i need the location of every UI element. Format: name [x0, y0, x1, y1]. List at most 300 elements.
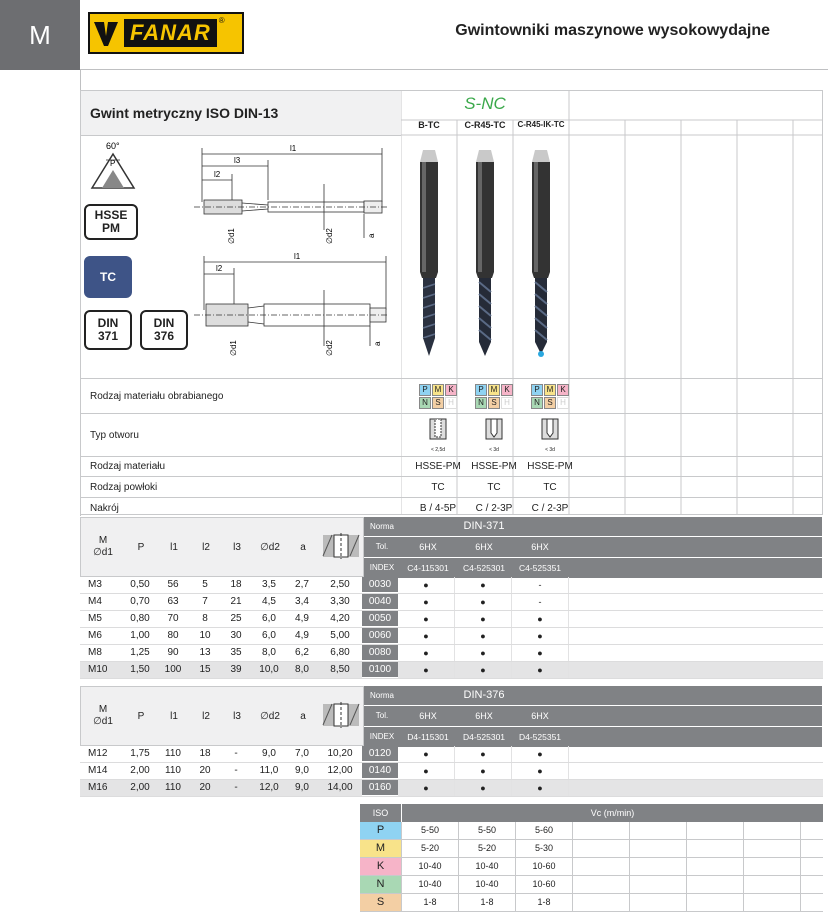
- property-row-hole: [81, 413, 823, 456]
- property-row-chamfer: [81, 497, 823, 518]
- iso-chip-group-3: [522, 384, 578, 409]
- speed-empty-cell: [687, 840, 744, 857]
- speed-empty-cell: [744, 876, 801, 893]
- cell-a: 3,4: [295, 596, 309, 607]
- cell-l2: 18: [199, 748, 211, 759]
- property-value: C / 2-3P: [475, 502, 513, 514]
- d1-label: ∅d1: [227, 228, 236, 244]
- index-row: [400, 727, 822, 747]
- norma-label: Norma: [364, 517, 400, 537]
- cell-l2: 7: [202, 596, 208, 607]
- speed-empty-cell: [630, 876, 687, 893]
- cell-availability: ●: [398, 746, 455, 762]
- cell-l3: 39: [230, 664, 242, 675]
- speed-empty-cell: [744, 894, 801, 911]
- tol-row: [400, 537, 822, 558]
- cell-code: 0050: [362, 611, 398, 627]
- cell-availability: ●: [512, 628, 569, 644]
- speed-value: 10-40: [459, 876, 516, 893]
- speed-empty-cell: [573, 876, 630, 893]
- speed-value: 5-60: [516, 822, 573, 839]
- col-l2-header: l2: [202, 710, 210, 722]
- iso-chip-grid: [419, 384, 457, 409]
- tol-value: 6HX: [531, 711, 549, 721]
- cell-l3: 25: [230, 613, 242, 624]
- speed-value: 1-8: [516, 894, 573, 911]
- table-row: [80, 662, 823, 679]
- index-value: D4-525301: [462, 732, 506, 742]
- property-label: Nakrój: [90, 502, 119, 514]
- cell-l1: 110: [165, 765, 181, 776]
- cell-a: 4,9: [295, 613, 309, 624]
- cell-m: M3: [88, 579, 102, 590]
- speed-empty-cell: [687, 894, 744, 911]
- tol-value: 6HX: [475, 711, 493, 721]
- cell-drill: 2,50: [330, 579, 350, 590]
- cell-m: M14: [88, 765, 108, 776]
- cell-availability: ●: [398, 628, 455, 644]
- din371-header: [80, 517, 823, 577]
- cell-m: M5: [88, 613, 102, 624]
- cell-l1: 63: [167, 596, 179, 607]
- cell-l2: 13: [199, 647, 211, 658]
- speed-iso-cell: N: [360, 876, 402, 893]
- cell-availability: ●: [512, 746, 569, 762]
- table-row: [80, 746, 823, 763]
- speed-value: 10-40: [459, 858, 516, 875]
- cell-d2: 3,5: [262, 579, 276, 590]
- col-m-header: [81, 535, 125, 559]
- section-letter: M: [29, 19, 51, 50]
- cell-availability: -: [512, 594, 569, 610]
- tol-value: 6HX: [419, 711, 437, 721]
- speed-empty-cell: [630, 858, 687, 875]
- speed-empty-cell: [630, 822, 687, 839]
- sidebar-strip: [0, 70, 81, 516]
- cell-m: M6: [88, 630, 102, 641]
- speed-value: 10-40: [402, 876, 459, 893]
- cell-a: 7,0: [295, 748, 309, 759]
- brand-name: FANAR: [124, 19, 217, 47]
- cell-l3: -: [234, 765, 238, 776]
- iso-chip-s: S: [432, 397, 444, 409]
- cell-availability: ●: [398, 594, 455, 610]
- speed-value: 1-8: [459, 894, 516, 911]
- iso-chip-h: H: [557, 397, 569, 409]
- col-d2-header: ∅d2: [260, 710, 280, 722]
- cell-a: 6,2: [295, 647, 309, 658]
- speed-empty-cell: [687, 858, 744, 875]
- tc-badge: [84, 256, 132, 298]
- cell-drill: 8,50: [330, 664, 350, 675]
- cell-a: 2,7: [295, 579, 309, 590]
- speed-value: 1-8: [402, 894, 459, 911]
- din371-codes-header: [364, 517, 400, 577]
- cell-m: M16: [88, 782, 108, 793]
- cell-l2: 20: [199, 765, 211, 776]
- table-row: [80, 645, 823, 662]
- cell-l2: 15: [199, 664, 211, 675]
- hole-depth: < 3d: [489, 446, 499, 453]
- cell-l1: 80: [167, 630, 179, 641]
- iso-chip-h: H: [445, 397, 457, 409]
- cell-p: 1,50: [130, 664, 150, 675]
- iso-chip-k: K: [445, 384, 457, 396]
- cell-drill: 6,80: [330, 647, 350, 658]
- hole-type-3: [522, 418, 578, 453]
- cell-availability: ●: [512, 763, 569, 779]
- vc-header: Vc (m/min): [590, 808, 635, 818]
- cell-l3: -: [234, 748, 238, 759]
- drill-hole-icon: [319, 701, 363, 732]
- cell-d2: 12,0: [259, 782, 279, 793]
- col-p-header: P: [137, 541, 145, 553]
- cell-availability: ●: [455, 594, 512, 610]
- cell-d2: 10,0: [259, 664, 279, 675]
- cell-availability: ●: [455, 611, 512, 627]
- speed-rows: [360, 822, 823, 912]
- cell-p: 0,70: [130, 596, 150, 607]
- iso-chip-h: H: [501, 397, 513, 409]
- l2-label: l2: [214, 170, 221, 179]
- speed-value: 5-50: [459, 822, 516, 839]
- cell-l1: 110: [165, 782, 181, 793]
- brand-registered-mark: ®: [218, 16, 225, 25]
- blind-hole-icon: [541, 418, 559, 442]
- iso-chip-n: N: [419, 397, 431, 409]
- cell-code: 0060: [362, 628, 398, 644]
- tol-value: 6HX: [419, 542, 437, 552]
- speed-iso-cell: M: [360, 840, 402, 857]
- din-number: 376: [153, 329, 175, 343]
- speed-empty-cell: [573, 822, 630, 839]
- iso-chip-n: N: [531, 397, 543, 409]
- cell-availability: ●: [512, 645, 569, 661]
- cell-p: 1,75: [130, 748, 150, 759]
- cell-code: 0040: [362, 594, 398, 610]
- d2-label-b: ∅d2: [325, 340, 334, 356]
- iso-chip-k: K: [557, 384, 569, 396]
- cell-drill: 12,00: [327, 765, 353, 776]
- l3-label: l3: [234, 156, 241, 165]
- brand-logo: [88, 12, 244, 54]
- tol-value: 6HX: [531, 542, 549, 552]
- m-text: M: [98, 704, 108, 715]
- a-label: a: [367, 233, 376, 238]
- property-label: Typ otworu: [90, 429, 139, 441]
- cell-availability: -: [512, 577, 569, 593]
- property-value: C / 2-3P: [531, 502, 569, 514]
- cell-availability: ●: [455, 628, 512, 644]
- cell-code: 0080: [362, 645, 398, 661]
- cell-availability: ●: [455, 780, 512, 796]
- speed-empty-cell: [744, 858, 801, 875]
- cell-availability: ●: [455, 763, 512, 779]
- hole-type-2: [466, 418, 522, 453]
- cell-p: 1,25: [130, 647, 150, 658]
- norma-row: [400, 686, 822, 706]
- din376-codes-header: [364, 686, 400, 746]
- cell-l2: 20: [199, 782, 211, 793]
- cell-p: 2,00: [130, 782, 150, 793]
- iso-chip-p: P: [475, 384, 487, 396]
- variant-label-2: C-R45-TC: [464, 120, 506, 130]
- cell-availability: ●: [455, 662, 512, 678]
- cell-availability: ●: [398, 611, 455, 627]
- page-title: Gwintowniki maszynowe wysokowydajne: [455, 22, 770, 39]
- speed-value: 10-40: [402, 858, 459, 875]
- cell-availability: ●: [512, 662, 569, 678]
- dims-header: [80, 517, 364, 577]
- angle-label: 60°: [106, 141, 120, 151]
- property-label: Rodzaj powłoki: [90, 481, 158, 493]
- tap-drawing-din371: [190, 140, 390, 250]
- l1-label: l1: [290, 144, 297, 153]
- pitch-label: P: [110, 159, 116, 168]
- hole-type-1: [410, 418, 466, 453]
- cell-code: 0100: [362, 662, 398, 678]
- pm-text: PM: [102, 221, 120, 235]
- speed-empty-cell: [630, 840, 687, 857]
- iso-chip-p: P: [419, 384, 431, 396]
- speed-empty-cell: [687, 876, 744, 893]
- cell-l1: 70: [167, 613, 179, 624]
- din-text: DIN: [97, 316, 119, 330]
- d1-label-b: ∅d1: [229, 340, 238, 356]
- l2-label-b: l2: [216, 264, 223, 273]
- col-d2-header: ∅d2: [260, 541, 280, 553]
- cell-a: 9,0: [295, 765, 309, 776]
- table-row: [80, 577, 823, 594]
- cell-code: 0140: [362, 763, 398, 779]
- din376-variants-header: [400, 686, 822, 746]
- property-label: Rodzaj materiału obrabianego: [90, 390, 224, 402]
- iso-chip-grid: [531, 384, 569, 409]
- cell-availability: ●: [455, 645, 512, 661]
- tol-value: 6HX: [475, 542, 493, 552]
- cell-l3: -: [234, 782, 238, 793]
- din376-rows: [80, 746, 823, 797]
- hole-depth: < 3d: [545, 446, 555, 453]
- tap-drawing-din376: [190, 250, 390, 362]
- variant-label-1: B-TC: [418, 120, 440, 130]
- tc-text: TC: [100, 269, 116, 284]
- cell-d2: 8,0: [262, 647, 276, 658]
- cell-a: 9,0: [295, 782, 309, 793]
- index-row: [400, 558, 822, 578]
- tol-row: [400, 706, 822, 727]
- cell-l2: 5: [202, 579, 208, 590]
- iso-chip-m: M: [544, 384, 556, 396]
- variant-label-3: C-R45-IK-TC: [517, 120, 565, 129]
- a-label-b: a: [373, 341, 382, 346]
- cell-a: 4,9: [295, 630, 309, 641]
- index-label: INDEX: [364, 727, 400, 747]
- cell-d2: 6,0: [262, 613, 276, 624]
- col-a-header: a: [300, 541, 306, 553]
- product-heading: Gwint metryczny ISO DIN-13: [90, 105, 279, 121]
- cell-availability: ●: [455, 577, 512, 593]
- norma-filler: [568, 517, 822, 536]
- col-m-header: [81, 704, 125, 728]
- col-l3-header: l3: [233, 710, 241, 722]
- din371-table: [80, 517, 823, 679]
- header-divider: [80, 69, 828, 70]
- speed-value: 5-50: [402, 822, 459, 839]
- cell-availability: ●: [398, 780, 455, 796]
- property-value: HSSE-PM: [415, 461, 461, 472]
- l1-label-b: l1: [294, 252, 301, 261]
- table-row: [80, 763, 823, 780]
- cell-m: M8: [88, 647, 102, 658]
- property-value: B / 4-5P: [419, 502, 457, 514]
- iso-chip-s: S: [488, 397, 500, 409]
- index-value: C4-115301: [407, 563, 449, 573]
- cell-l2: 8: [202, 613, 208, 624]
- speed-value: 5-20: [402, 840, 459, 857]
- din-376-badge: [140, 310, 188, 350]
- iso-chip-m: M: [488, 384, 500, 396]
- table-row: [80, 611, 823, 628]
- property-label: Rodzaj materiału: [90, 461, 166, 472]
- index-value: D4-525351: [518, 732, 562, 742]
- iso-chip-m: M: [432, 384, 444, 396]
- cell-a: 8,0: [295, 664, 309, 675]
- col-l3-header: l3: [233, 541, 241, 553]
- iso-chip-k: K: [501, 384, 513, 396]
- tap-image-c-r45-tc: [472, 148, 498, 364]
- cutting-speed-table: [360, 804, 823, 912]
- speed-value: 10-60: [516, 858, 573, 875]
- hsse-pm-badge: [84, 204, 138, 240]
- speed-row: [360, 858, 823, 876]
- cell-availability: ●: [398, 662, 455, 678]
- cell-availability: ●: [512, 611, 569, 627]
- iso-chip-group-2: [466, 384, 522, 409]
- tol-label: Tol.: [364, 706, 400, 727]
- d2-label: ∅d2: [325, 228, 334, 244]
- m-text: M: [98, 535, 108, 546]
- cell-m: M4: [88, 596, 102, 607]
- property-rows: [81, 378, 823, 518]
- cell-code: 0120: [362, 746, 398, 762]
- drill-hole-icon: [319, 532, 363, 563]
- speed-row: [360, 822, 823, 840]
- col-l1-header: l1: [170, 710, 178, 722]
- speed-iso-cell: P: [360, 822, 402, 839]
- iso-chip-grid: [475, 384, 513, 409]
- iso-header: ISO: [360, 804, 402, 822]
- table-row: [80, 628, 823, 645]
- din371-variants-header: [400, 517, 822, 577]
- norma-row: [400, 517, 822, 537]
- speed-row: [360, 876, 823, 894]
- norma-value: DIN-371: [400, 517, 568, 536]
- cell-l1: 100: [164, 664, 182, 675]
- cell-p: 0,80: [130, 613, 150, 624]
- speed-iso-cell: S: [360, 894, 402, 911]
- speed-empty-cell: [687, 822, 744, 839]
- blind-hole-icon: [429, 418, 447, 442]
- d1-text: ∅d1: [93, 716, 113, 727]
- norma-label: Norma: [364, 686, 400, 706]
- cell-p: 1,00: [130, 630, 150, 641]
- property-row-tool-material: [81, 456, 823, 476]
- speed-value: 5-30: [516, 840, 573, 857]
- col-l1-header: l1: [170, 541, 178, 553]
- index-value: C4-525301: [462, 563, 506, 573]
- cell-drill: 5,00: [330, 630, 350, 641]
- norma-filler: [568, 686, 822, 705]
- d1-text: ∅d1: [93, 547, 113, 558]
- cell-d2: 9,0: [262, 748, 276, 759]
- col-p-header: P: [137, 710, 145, 722]
- property-value: HSSE-PM: [471, 461, 517, 472]
- iso-chip-s: S: [544, 397, 556, 409]
- cell-drill: 4,20: [330, 613, 350, 624]
- din-text: DIN: [153, 316, 175, 330]
- cell-l1: 90: [167, 647, 179, 658]
- logo-v-icon: [90, 14, 122, 52]
- table-row: [80, 780, 823, 797]
- cell-l3: 21: [230, 596, 242, 607]
- din-371-badge: [84, 310, 132, 350]
- cell-l3: 18: [230, 579, 242, 590]
- cell-l1: 56: [167, 579, 179, 590]
- cell-m: M10: [88, 664, 108, 675]
- cell-l3: 30: [230, 630, 242, 641]
- cell-code: 0030: [362, 577, 398, 593]
- cell-p: 0,50: [130, 579, 150, 590]
- property-value: HSSE-PM: [527, 461, 573, 472]
- cell-drill: 3,30: [330, 596, 350, 607]
- speed-row: [360, 840, 823, 858]
- norma-value: DIN-376: [400, 686, 568, 705]
- cell-availability: ●: [512, 780, 569, 796]
- cell-d2: 11,0: [259, 765, 279, 776]
- index-value: D4-115301: [407, 732, 449, 742]
- din376-header: [80, 686, 823, 746]
- property-row-coating: [81, 476, 823, 497]
- cell-m: M12: [88, 748, 108, 759]
- cell-availability: ●: [398, 645, 455, 661]
- tap-image-c-r45-ik-tc: [528, 148, 554, 364]
- din-number: 371: [97, 329, 119, 343]
- col-l2-header: l2: [202, 541, 210, 553]
- cell-p: 2,00: [130, 765, 150, 776]
- cell-l2: 10: [199, 630, 211, 641]
- speed-empty-cell: [573, 840, 630, 857]
- cell-l3: 35: [230, 647, 242, 658]
- speed-empty-cell: [573, 858, 630, 875]
- cell-d2: 6,0: [262, 630, 276, 641]
- property-value: TC: [487, 481, 501, 493]
- blind-hole-icon: [485, 418, 503, 442]
- cell-l1: 110: [165, 748, 181, 759]
- index-value: C4-525351: [518, 563, 562, 573]
- iso-chip-group-1: [410, 384, 466, 409]
- speed-empty-cell: [573, 894, 630, 911]
- cell-drill: 10,20: [327, 748, 353, 759]
- property-value: TC: [543, 481, 557, 493]
- din371-rows: [80, 577, 823, 679]
- hsse-text: HSSE: [94, 208, 128, 222]
- speed-empty-cell: [744, 822, 801, 839]
- iso-chip-p: P: [531, 384, 543, 396]
- cell-availability: ●: [455, 746, 512, 762]
- speed-row: [360, 894, 823, 912]
- table-row: [80, 594, 823, 611]
